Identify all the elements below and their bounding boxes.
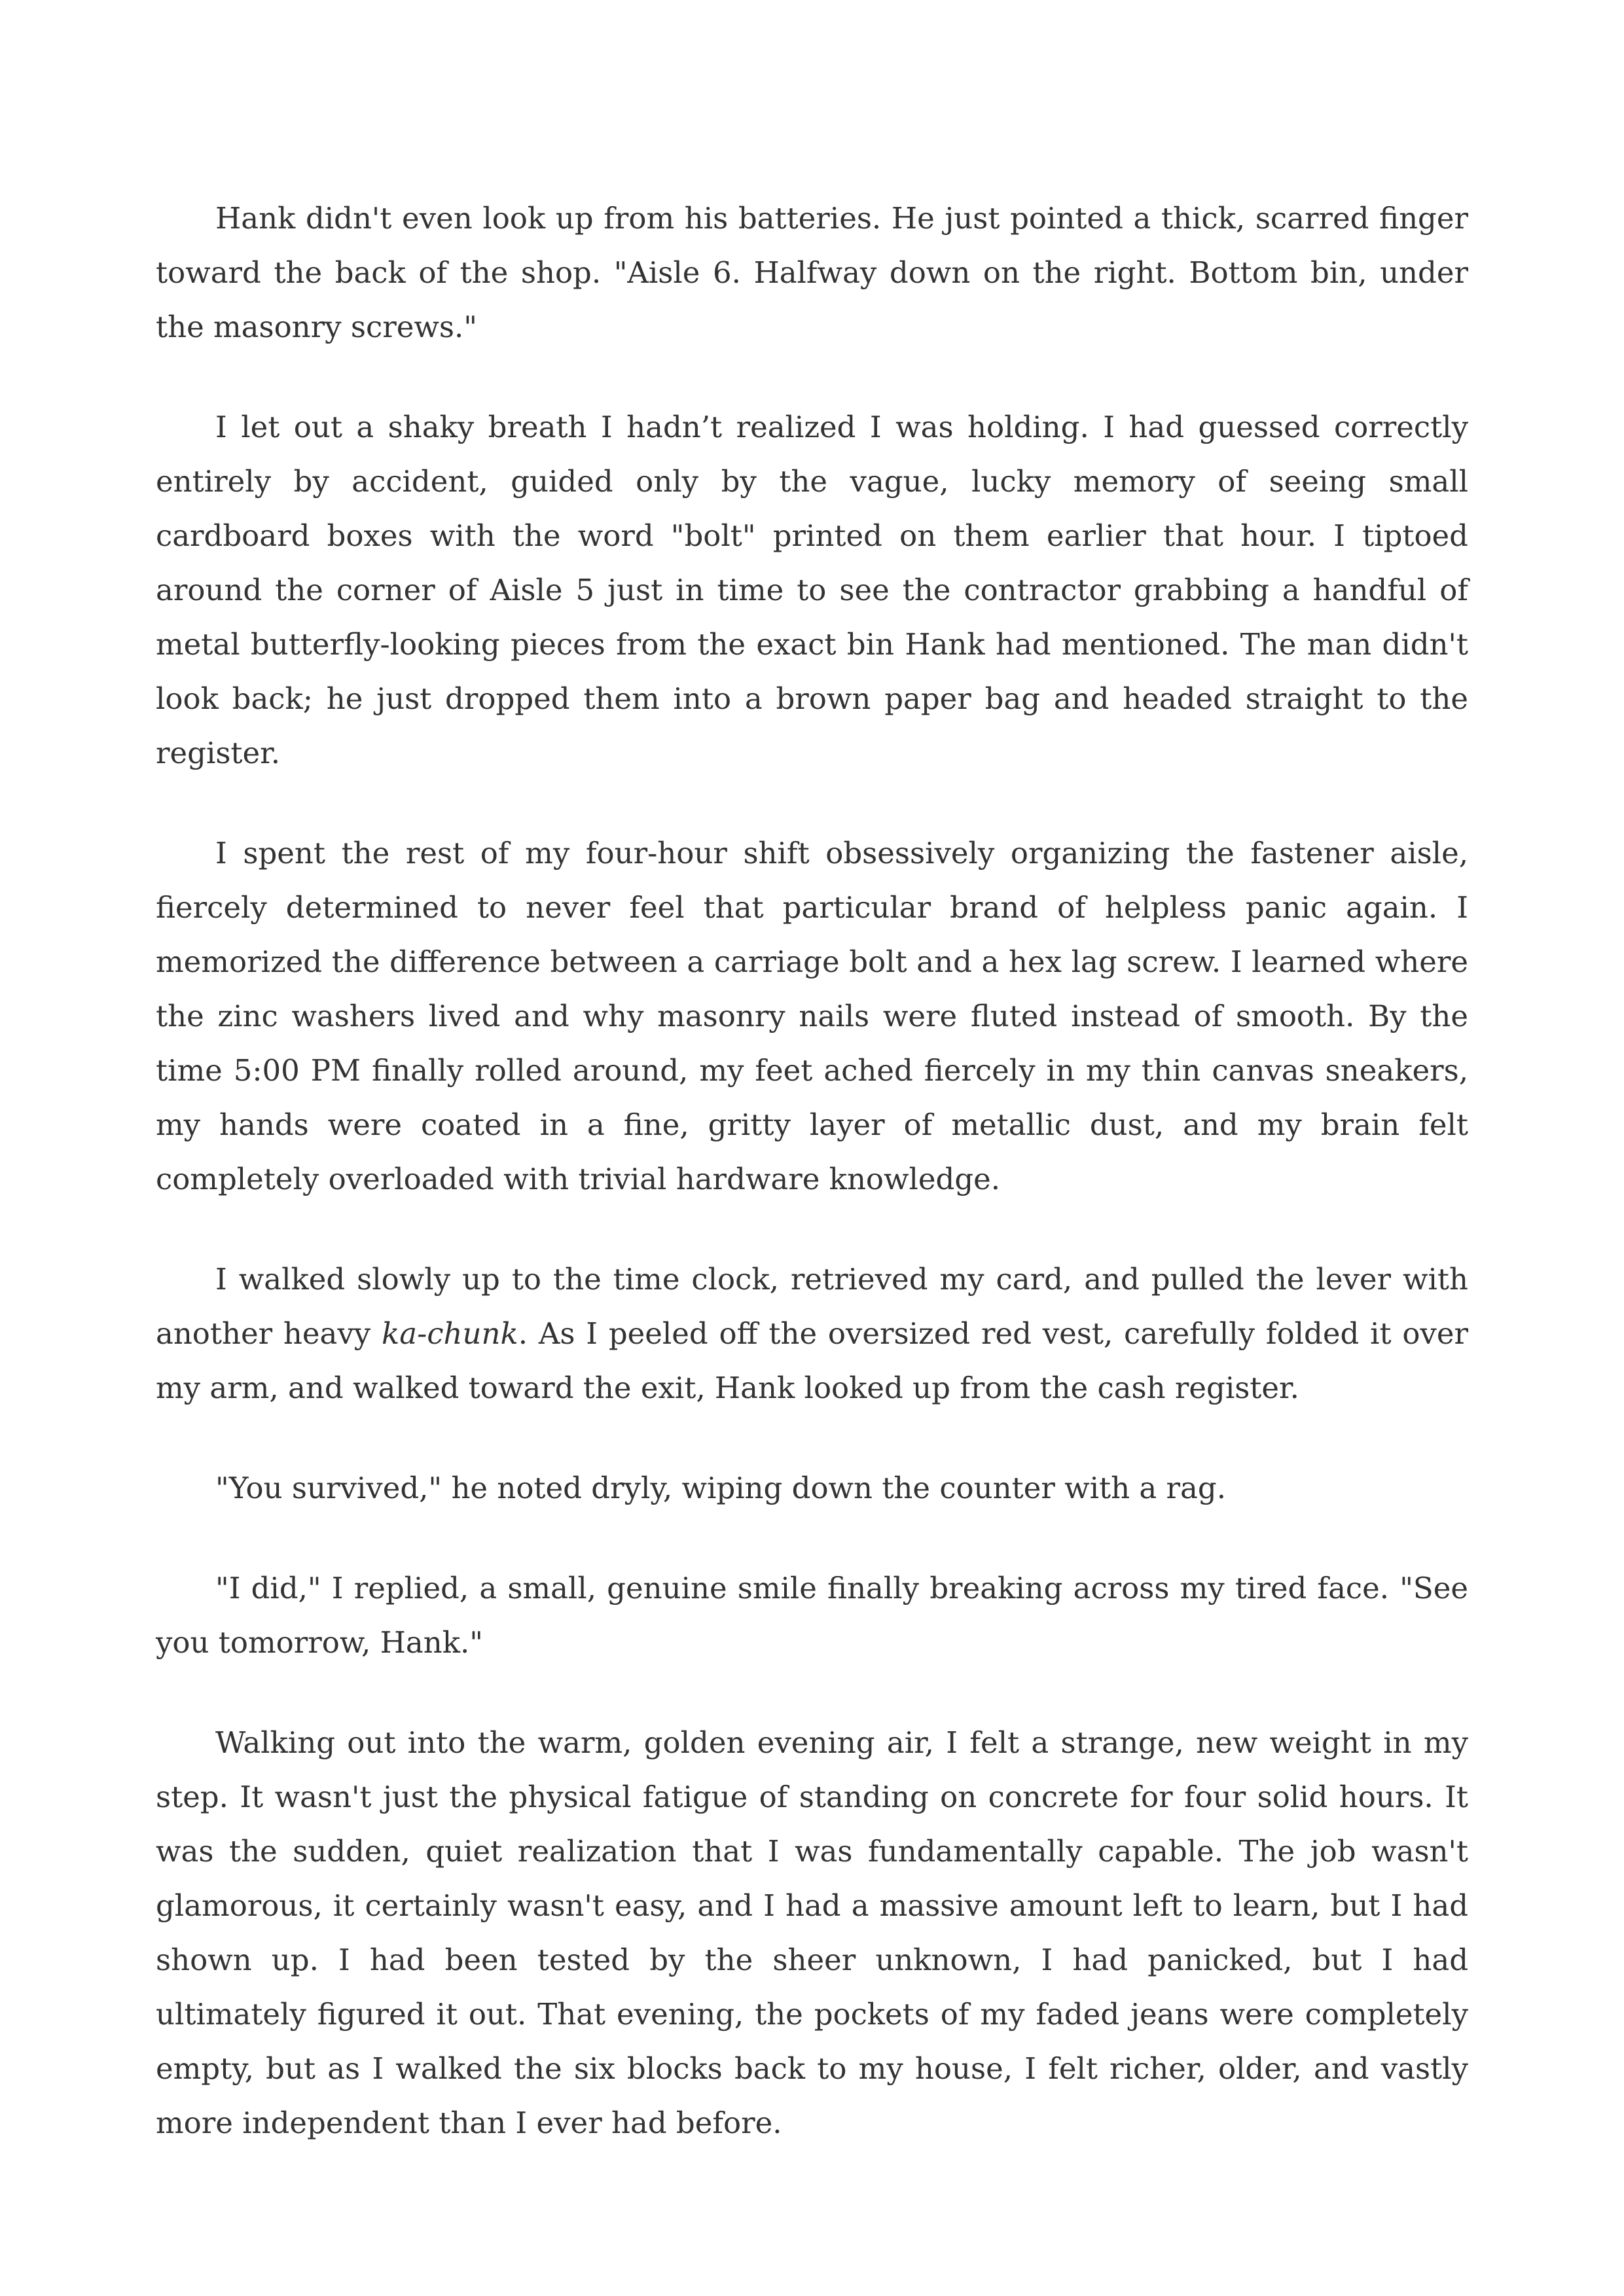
- paragraph-time-clock: [156, 1252, 1468, 1415]
- paragraph-walking-out: Walking out into the warm, golden evening air, I felt a strange, new weight in my step. It wasn't just the physical fatigue of standing on concrete for four solid hours. It was the sudden, quiet realization that I was fundamentally capable. The job wasn't glamorous, it certainly wasn't easy, and I had a massive amount left to learn, but I had shown up. I had been tested by the sheer unknown, I had panicked, but I had ultimately figured it out. That evening, the pockets of my faded jeans were completely empty, but as I walked the six blocks back to my house, I felt richer, older, and vastly more independent than I ever had before.: [156, 1725, 1468, 2140]
- paragraph-time-clock-before: I walked slowly up to the time clock, retrieved my card, and pulled the lever with another heavy: [156, 1262, 1468, 1351]
- paragraph-you-survived: "You survived," he noted dryly, wiping down the counter with a rag.: [215, 1471, 1226, 1505]
- paragraph-time-clock-after: . As I peeled off the oversized red vest, carefully folded it over my arm, and walked toward the exit, Hank looked up from the cash register.: [156, 1316, 1469, 1405]
- paragraph-fastener-aisle: I spent the rest of my four-hour shift obsessively organizing the fastener aisle, fiercely determined to never feel that particular brand of helpless panic again. I memorized the difference between a carriage bolt and a hex lag screw. I learned where the zinc washers lived and why masonry nails were fluted instead of smooth. By the time 5:00 PM finally rolled around, my feet ached fiercely in my thin canvas sneakers, my hands were coated in a fine, gritty layer of metallic dust, and my brain felt completely overloaded with trivial hardware knowledge.: [156, 836, 1468, 1196]
- paragraph-shaky-breath: I let out a shaky breath I hadn’t realized I was holding. I had guessed correctly entirely by accident, guided only by the vague, lucky memory of seeing small cardboard boxes with the word "bolt" printed on them earlier that hour. I tiptoed around the corner of Aisle 5 just in time to see the contractor grabbing a handful of metal butterfly-looking pieces from the exact bin Hank had mentioned. The man didn't look back; he just dropped them into a brown paper bag and headed straight to the register.: [156, 410, 1468, 770]
- document-page: [156, 191, 1468, 2150]
- paragraph-hank-points: Hank didn't even look up from his batteries. He just pointed a thick, scarred finger toward the back of the shop. "Aisle 6. Halfway down on the right. Bottom bin, under the masonry screws.": [156, 201, 1468, 344]
- paragraph-i-did: "I did," I replied, a small, genuine smile finally breaking across my tired face. "See you tomorrow, Hank.": [156, 1571, 1468, 1660]
- paragraph-time-clock-emphasis: ka-chunk: [382, 1316, 518, 1351]
